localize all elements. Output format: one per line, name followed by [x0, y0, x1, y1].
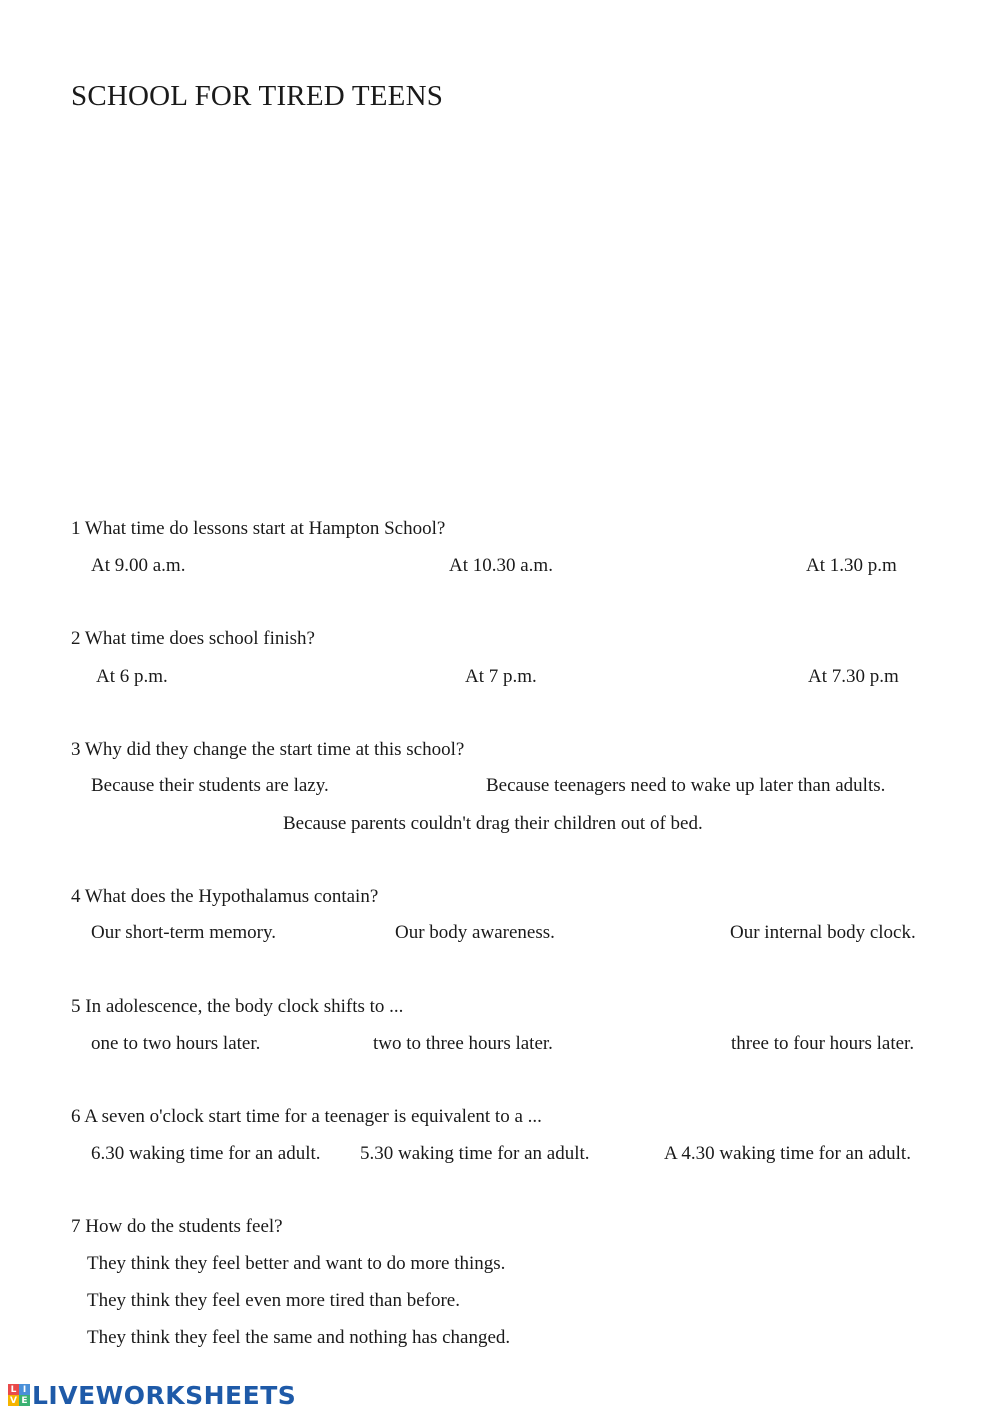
q1-option-b[interactable]: At 10.30 a.m.: [449, 555, 553, 576]
q2-option-c[interactable]: At 7.30 p.m: [808, 666, 899, 687]
q1-option-a[interactable]: At 9.00 a.m.: [91, 555, 186, 576]
q6-option-c[interactable]: A 4.30 waking time for an adult.: [664, 1143, 911, 1164]
q1-option-c[interactable]: At 1.30 p.m: [806, 555, 897, 576]
q6-option-b[interactable]: 5.30 waking time for an adult.: [360, 1143, 590, 1164]
question-6: 6 A seven o'clock start time for a teenager is equivalent to a ...: [71, 1106, 542, 1127]
page-title: SCHOOL FOR TIRED TEENS: [71, 80, 444, 112]
logo-mark-letter: L: [8, 1384, 19, 1395]
question-1: 1 What time do lessons start at Hampton School?: [71, 518, 446, 539]
q3-option-c[interactable]: Because parents couldn't drag their children out of bed.: [283, 813, 703, 834]
q4-option-b[interactable]: Our body awareness.: [395, 922, 555, 943]
q5-option-a[interactable]: one to two hours later.: [91, 1033, 261, 1054]
logo-mark-letter: V: [8, 1395, 19, 1406]
q7-option-a[interactable]: They think they feel better and want to do more things.: [87, 1253, 506, 1274]
question-5: 5 In adolescence, the body clock shifts to ...: [71, 996, 404, 1017]
logo-mark-letter: E: [19, 1395, 30, 1406]
q3-option-b[interactable]: Because teenagers need to wake up later than adults.: [486, 775, 886, 796]
logo-mark-icon: [8, 1384, 30, 1406]
q7-option-b[interactable]: They think they feel even more tired than before.: [87, 1290, 460, 1311]
q4-option-c[interactable]: Our internal body clock.: [730, 922, 916, 943]
question-4: 4 What does the Hypothalamus contain?: [71, 886, 379, 907]
q6-option-a[interactable]: 6.30 waking time for an adult.: [91, 1143, 321, 1164]
q3-option-a[interactable]: Because their students are lazy.: [91, 775, 329, 796]
question-7: 7 How do the students feel?: [71, 1216, 283, 1237]
q2-option-b[interactable]: At 7 p.m.: [465, 666, 537, 687]
q5-option-c[interactable]: three to four hours later.: [731, 1033, 915, 1054]
question-3: 3 Why did they change the start time at this school?: [71, 739, 465, 760]
q5-option-b[interactable]: two to three hours later.: [373, 1033, 553, 1054]
logo-text: LIVEWORKSHEETS: [32, 1380, 297, 1410]
q4-option-a[interactable]: Our short-term memory.: [91, 922, 277, 943]
q7-option-c[interactable]: They think they feel the same and nothing has changed.: [87, 1327, 511, 1348]
logo-mark-letter: I: [19, 1384, 30, 1395]
question-2: 2 What time does school finish?: [71, 628, 315, 649]
liveworksheets-logo[interactable]: [8, 1380, 296, 1410]
q2-option-a[interactable]: At 6 p.m.: [96, 666, 168, 687]
